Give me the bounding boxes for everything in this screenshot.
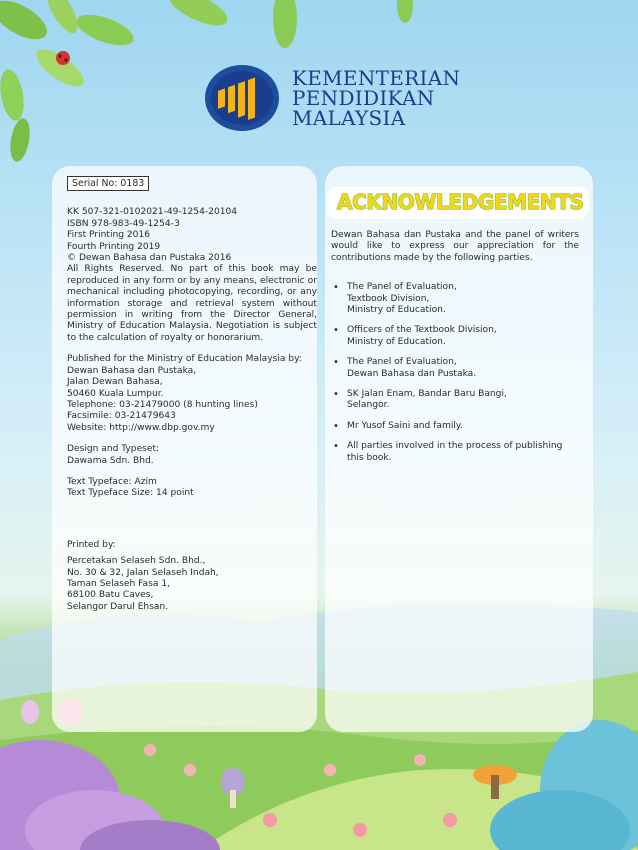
publisher-line: Jalan Dewan Bahasa, bbox=[67, 377, 163, 388]
publication-codes bbox=[67, 207, 317, 264]
list-item-line: Dewan Bahasa dan Pustaka. bbox=[347, 368, 477, 379]
list-item-line: • The Panel of Evaluation, bbox=[347, 357, 457, 368]
list-item-line: • The Panel of Evaluation, bbox=[347, 282, 457, 293]
list-item-line: Selangor. bbox=[347, 400, 390, 411]
list-item bbox=[331, 282, 579, 316]
typeface-size: Text Typeface Size: 14 point bbox=[67, 488, 194, 499]
acknowledgements-intro: Dewan Bahasa dan Pustaka and the panel of writers would like to express our appreciation for the contributions made by the following parties. bbox=[331, 230, 579, 263]
acknowledgements-title-banner bbox=[327, 187, 589, 219]
publisher-line: Dewan Bahasa dan Pustaka, bbox=[67, 365, 197, 376]
design-typeset bbox=[67, 444, 317, 467]
acknowledgements-list bbox=[331, 282, 579, 464]
list-item-line: • All parties involved in the process of publishing bbox=[347, 441, 563, 452]
printer-line: 68100 Batu Caves, bbox=[67, 590, 154, 601]
list-item-line: • Officers of the Textbook Division, bbox=[347, 325, 497, 336]
list-item bbox=[331, 357, 579, 380]
publisher-line: Published for the Ministry of Education Malaysia by: bbox=[67, 354, 302, 365]
design-company: Dawama Sdn. Bhd. bbox=[67, 455, 154, 466]
printed-by-label: Printed by: bbox=[67, 539, 116, 550]
logo-line-3: MALAYSIA bbox=[292, 106, 406, 130]
logo-line-1: KEMENTERIAN bbox=[292, 66, 461, 90]
ministry-logo bbox=[204, 64, 464, 136]
list-item-line: Ministry of Education. bbox=[347, 305, 446, 316]
first-printing: First Printing 2016 bbox=[67, 230, 151, 241]
ministry-emblem-icon bbox=[204, 64, 280, 132]
acknowledgements-title: ACKNOWLEDGEMENTS bbox=[337, 190, 584, 214]
printer-info bbox=[67, 540, 317, 613]
list-item-line: • SK Jalan Enam, Bandar Baru Bangi, bbox=[347, 389, 507, 400]
typeface-name: Text Typeface: Azim bbox=[67, 476, 157, 487]
copyright: © Dewan Bahasa dan Pustaka 2016 bbox=[67, 253, 232, 264]
printer-line: No. 30 & 32, Jalan Selaseh Indah, bbox=[67, 567, 219, 578]
list-item-line: Ministry of Education. bbox=[347, 336, 446, 347]
design-label: Design and Typeset: bbox=[67, 444, 160, 455]
publication-details bbox=[67, 176, 317, 613]
list-item bbox=[331, 389, 579, 412]
publisher-line: 50460 Kuala Lumpur. bbox=[67, 388, 164, 399]
list-item-line: this book. bbox=[347, 452, 392, 463]
serial-number-box: Serial No: 0183 bbox=[67, 176, 149, 191]
list-item-line: • Mr Yusof Saini and family. bbox=[347, 420, 463, 431]
kk-code: KK 507-321-0102021-49-1254-20104 bbox=[67, 207, 238, 218]
printer-line: Taman Selaseh Fasa 1, bbox=[67, 578, 171, 589]
printer-line: Selangor Darul Ehsan. bbox=[67, 601, 169, 612]
printer-line: Percetakan Selaseh Sdn. Bhd., bbox=[67, 556, 206, 567]
logo-line-2: PENDIDIKAN bbox=[292, 86, 435, 110]
publisher-details bbox=[67, 354, 317, 434]
list-item bbox=[331, 421, 579, 432]
acknowledgements-body bbox=[331, 230, 579, 473]
isbn: ISBN 978-983-49-1254-3 bbox=[67, 218, 180, 229]
typeface-info bbox=[67, 477, 317, 500]
list-item bbox=[331, 325, 579, 348]
list-item bbox=[331, 441, 579, 464]
publisher-website: Website: http://www.dbp.gov.my bbox=[67, 422, 215, 433]
list-item-line: Textbook Division, bbox=[347, 293, 430, 304]
rights-statement: All Rights Reserved. No part of this book may be reproduced in any form or by any means, electronic or mechanical including photocopying, recording, or any information storage and retrieval system without permission in writing from the Director General, Ministry of Education Malaysia. Negotiation is subject to the calculation of royalty or honorarium. bbox=[67, 264, 317, 343]
fourth-printing: Fourth Printing 2019 bbox=[67, 241, 161, 252]
publisher-facsimile: Facsimile: 03-21479643 bbox=[67, 411, 176, 422]
publisher-telephone: Telephone: 03-21479000 (8 hunting lines) bbox=[67, 399, 258, 410]
